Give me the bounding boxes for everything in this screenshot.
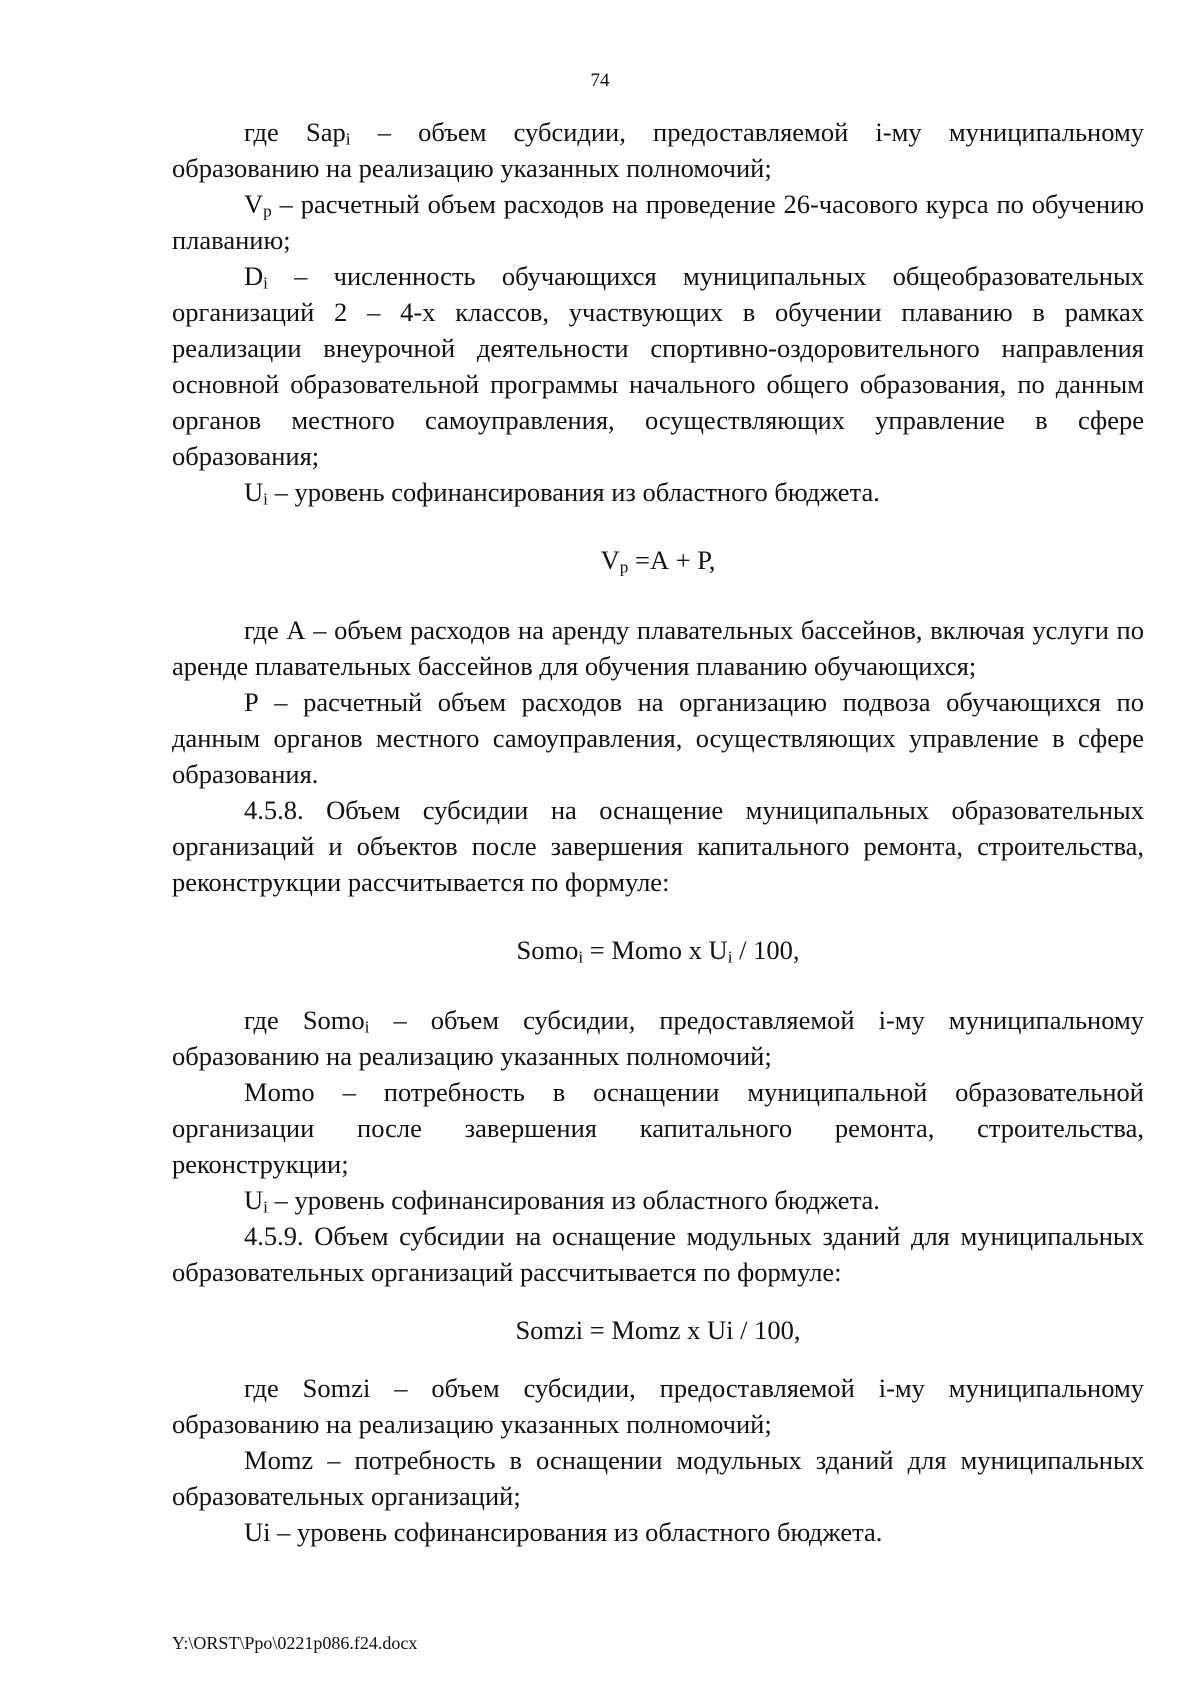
formula-somo: Somoi = Momo x Ui / 100, [516,935,800,967]
paragraph-somo-definition: где Somoi – объем субсидии, предоставляемой i-му муниципальному образованию на реализацию указанных полномочий; [172,1005,1144,1071]
paragraph-momo-definition: Momo – потребность в оснащении муниципальной образовательной организации после завершения капитального ремонта, строительства, реконструкции; [172,1077,1144,1179]
paragraph-vp-definition: Vp – расчетный объем расходов на проведение 26-часового курса по обучению плаванию; [172,189,1144,255]
paragraph-momz-definition: Momz – потребность в оснащении модульных зданий для муниципальных образовательных организаций; [172,1445,1144,1511]
formula-vp: Vp =А + Р, [600,545,716,577]
paragraph-ui-definition: Ui – уровень софинансирования из областного бюджета. [244,477,880,509]
footer-file-path: Y:\ORST\Ppo\0221p086.f24.docx [172,1633,418,1653]
paragraph-p-definition: Р – расчетный объем расходов на организацию подвоза обучающихся по данным органов местного самоуправления, осуществляющих управление в сфере образования. [172,687,1144,789]
paragraph-di-definition: Di – численность обучающихся муниципальных общеобразовательных организаций 2 – 4-х классов, участвующих в обучении плаванию в рамках реализации внеурочной деятельности спортивно-оздоровительного направления основной образовательной программы начального общего образования, по данным органов местного самоуправления, осуществляющих управление в сфере образования; [172,261,1144,471]
formula-somz: Somzi = Momz x Ui / 100, [515,1315,801,1345]
paragraph-4-5-8: 4.5.8. Объем субсидии на оснащение муниципальных образовательных организаций и объектов после завершения капитального ремонта, строительства, реконструкции рассчитывается по формуле: [172,795,1144,897]
paragraph-4-5-9: 4.5.9. Объем субсидии на оснащение модульных зданий для муниципальных образовательных организаций рассчитывается по формуле: [172,1221,1144,1287]
paragraph-ui-definition-2: Ui – уровень софинансирования из областного бюджета. [244,1185,880,1217]
paragraph-a-definition: где А – объем расходов на аренду плавательных бассейнов, включая услуги по аренде плавательных бассейнов для обучения плаванию обучающихся; [172,615,1144,681]
document-body [172,114,1144,1550]
paragraph-sap-definition: где Sapi – объем субсидии, предоставляемой i-му муниципальному образованию на реализацию указанных полномочий; [172,117,1145,183]
paragraph-somzi-definition: где Somzi – объем субсидии, предоставляемой i-му муниципальному образованию на реализацию указанных полномочий; [172,1373,1144,1439]
page-number: 74 [590,70,610,91]
paragraph-ui-definition-3: Ui – уровень софинансирования из областного бюджета. [244,1517,883,1547]
